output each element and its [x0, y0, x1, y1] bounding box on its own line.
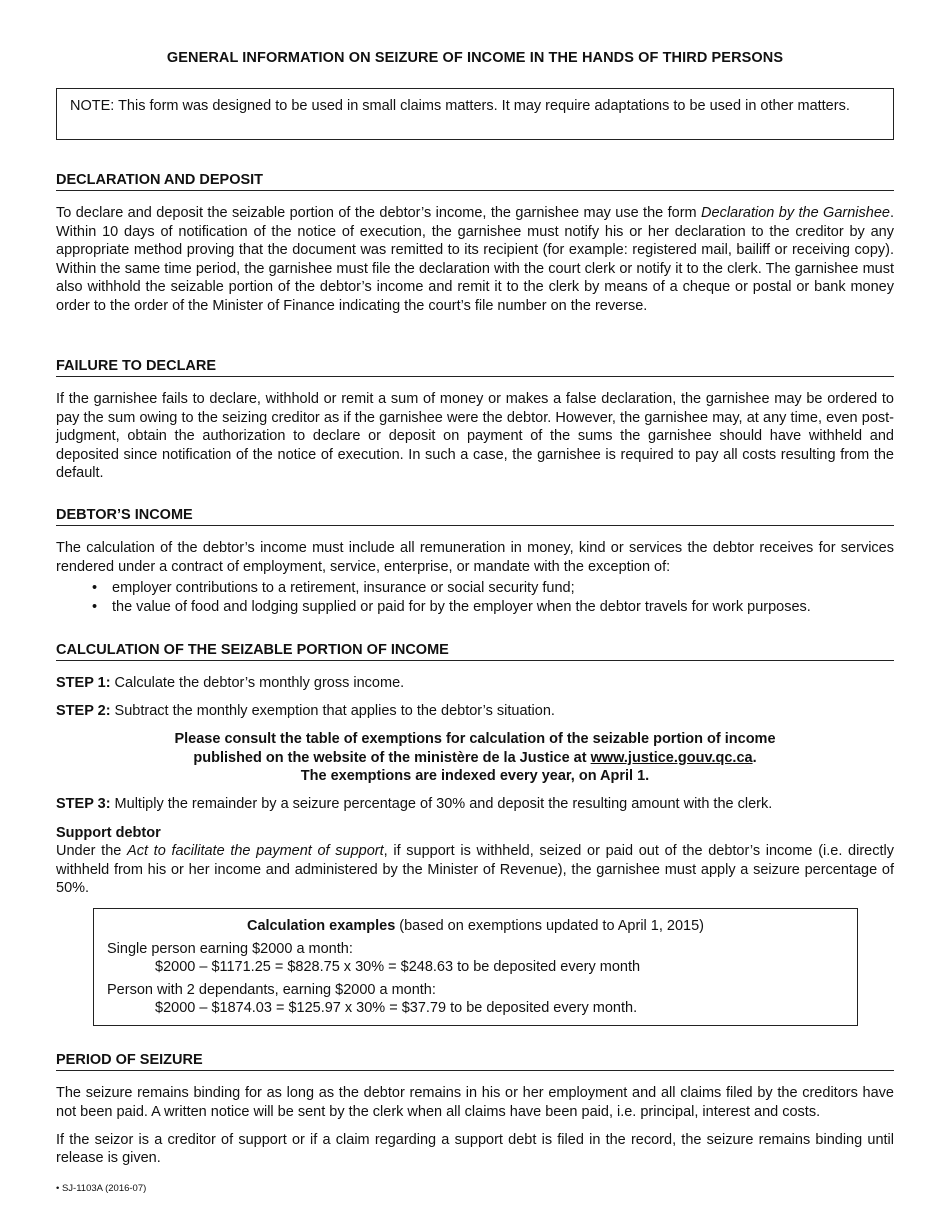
justice-website-link[interactable]: www.justice.gouv.qc.ca	[590, 749, 753, 766]
exemption-notice: Please consult the table of exemptions for calculation of the seizable portion of income published on the website of the ministère de la Justice at www.justice.gouv.qc.ca. The exemptions are indexed every year, on April 1.	[174, 731, 776, 785]
income-text: The calculation of the debtor’s income must include all remuneration in money, kind or services the debtor receives for services rendered under a contract of employment, service, enterprise, or mandate with the exception of:	[56, 540, 894, 575]
example-2-calc: $2000 – $1874.03 = $125.97 x 30% = $37.79 to be deposited every month.	[155, 1000, 638, 1017]
example-1-calc: $2000 – $1171.25 = $828.75 x 30% = $248.63 to be deposited every month	[155, 959, 641, 976]
failure-text: If the garnishee fails to declare, withhold or remit a sum of money or makes a false declaration, the garnishee may be ordered to pay the sum owing to the seizing creditor as if the garnishee were the debtor. However, the garnishee may, at any time, even post-judgment, obtain the authorization to declare or deposit on payment of the sums the garnishee should have withheld and deposited since notification of the notice of execution. In such a case, the garnishee is required to pay all costs resulting from the default.	[56, 391, 894, 482]
section-heading: PERIOD OF SEIZURE	[56, 1052, 894, 1071]
section-heading: CALCULATION OF THE SEIZABLE PORTION OF INCOME	[56, 642, 894, 661]
list-item: • the value of food and lodging supplied or paid for by the employer when the debtor travels for work purposes.	[92, 598, 811, 615]
example-1-label: Single person earning $2000 a month:	[107, 940, 353, 957]
step-1: STEP 1: Calculate the debtor’s monthly gross income.	[56, 675, 405, 691]
example-2-label: Person with 2 dependants, earning $2000 a month:	[107, 981, 436, 998]
section-period	[56, 1052, 894, 1168]
section-declaration	[56, 172, 894, 316]
examples-title: Calculation examples (based on exemptions updated to April 1, 2015)	[246, 918, 704, 934]
section-heading: FAILURE TO DECLARE	[56, 358, 894, 377]
calculation-examples-box	[93, 908, 858, 1026]
exception-list	[56, 579, 894, 616]
section-calculation	[56, 642, 894, 898]
declaration-text: To declare and deposit the seizable portion of the debtor’s income, the garnishee may use the form Declaration by the Garnishee. Within 10 days of notification of the notice of execution, the garnishee must notify his or her declaration to the creditor by any appropriate method proving that the document was remitted to its recipient (for example: registered mail, bailiff or receiving copy). Within the same time period, the garnishee must file the declaration with the court clerk or notify it to the clerk. The garnishee must also withhold the seizable portion of the debtor’s income and remit it to the clerk by means of a cheque or postal or bank money order to the order of the Minister of Finance indicating the court’s file number on the reverse.	[56, 205, 894, 314]
support-debtor-text: Under the Act to facilitate the payment of support, if support is withheld, seized or paid out of the debtor’s income (i.e. directly withheld from his or her income and administered by the Minister of Revenue), the garnishee must apply a seizure percentage of 50%.	[56, 843, 894, 897]
note-box: NOTE: This form was designed to be used in small claims matters. It may require adaptations to be used in other matters.	[56, 88, 894, 140]
form-code: • SJ-1103A (2016-07)	[56, 1183, 147, 1194]
section-failure	[56, 358, 894, 483]
section-heading: DECLARATION AND DEPOSIT	[56, 172, 894, 191]
period-text-1: The seizure remains binding for as long as the debtor remains in his or her employment and all claims filed by the creditors have not been paid. A written notice will be sent by the clerk when all claims have been paid, i.e. principal, interest and costs.	[56, 1085, 894, 1120]
step-3: STEP 3: Multiply the remainder by a seizure percentage of 30% and deposit the resulting amount with the clerk.	[56, 796, 773, 813]
act-name: Act to facilitate the payment of support	[127, 843, 384, 860]
section-income	[56, 507, 894, 616]
period-text-2: If the seizor is a creditor of support or if a claim regarding a support debt is filed in the record, the seizure remains binding until release is given.	[56, 1131, 894, 1167]
section-heading: DEBTOR’S INCOME	[56, 507, 894, 526]
form-name: Declaration by the Garnishee	[701, 205, 890, 221]
step-2: STEP 2: Subtract the monthly exemption that applies to the debtor’s situation.	[56, 703, 555, 720]
list-item: • employer contributions to a retirement, insurance or social security fund;	[92, 580, 575, 597]
support-debtor-heading: Support debtor	[56, 824, 161, 841]
page-title: GENERAL INFORMATION ON SEIZURE OF INCOME IN THE HANDS OF THIRD PERSONS	[166, 50, 784, 66]
